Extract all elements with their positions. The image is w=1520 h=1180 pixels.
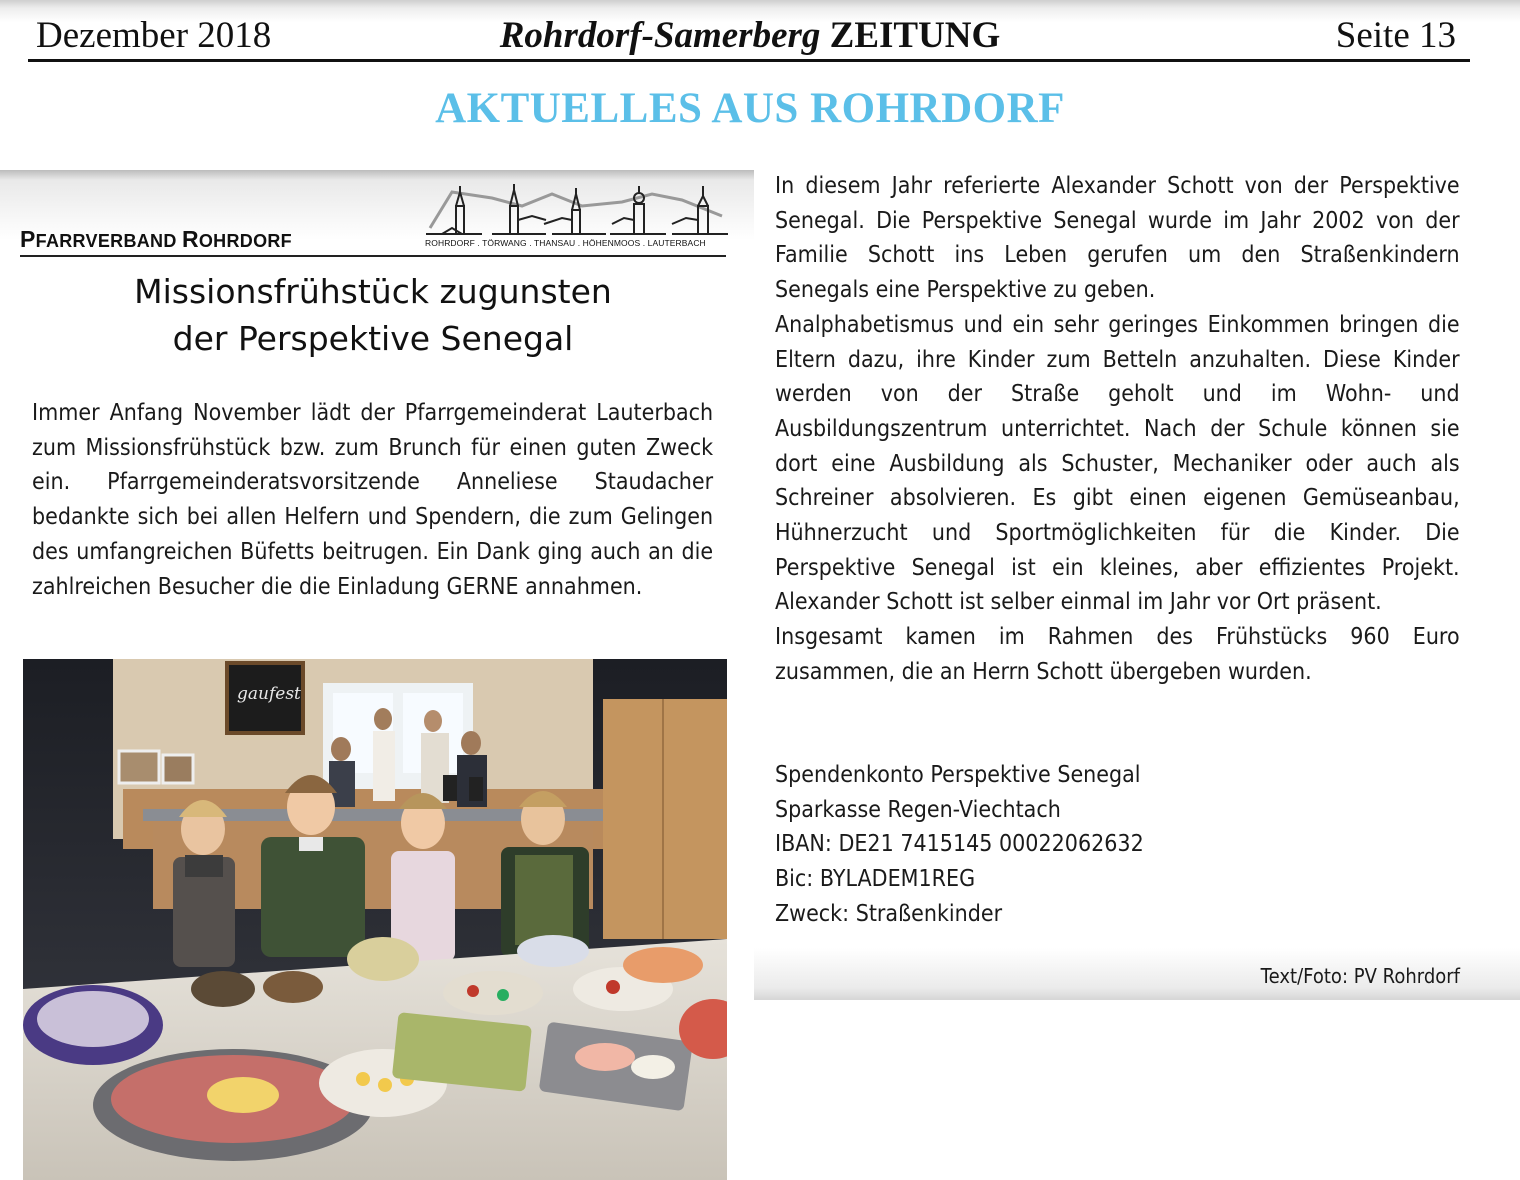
intro-paragraph: Immer Anfang November lädt der Pfarrgemeinderat Lauterbach zum Missionsfrühstück bzw. zum Brunch für einen guten Zweck ein. Pfarrgemeinderatsvorsitzende Anneliese Staudacher bedankte sich bei allen Helfern und Spendern, die zum Gelingen des umfangreichen Büfetts beitrugen. Ein Dank ging auch an die zahlreichen Besucher die die Einladung GERNE annahmen.: [32, 398, 714, 600]
photo-credit: Text/Foto: PV Rohrdorf: [1260, 964, 1460, 988]
article-headline: [20, 268, 726, 362]
headline-line-1: Missionsfrühstück zugunsten: [134, 272, 612, 311]
page-number: Seite 13: [1335, 15, 1456, 56]
buffet-photo: [23, 659, 727, 1180]
bank-line: Spendenkonto Perspektive Senegal: [775, 760, 1141, 788]
bic: Bic: BYLADEM1REG: [775, 864, 976, 893]
iban: IBAN: DE21 7415145 00022062632: [775, 829, 1144, 858]
issue-date: Dezember 2018: [36, 15, 272, 56]
bank-line: Sparkasse Regen-Viechtach: [775, 794, 1061, 823]
article-intro: [32, 395, 713, 603]
parish-name-initial: R: [181, 226, 199, 252]
article-body: [775, 168, 1460, 689]
parish-name-part: OHRDORF: [198, 231, 292, 251]
newspaper-title: [0, 14, 1500, 58]
purpose: Zweck: Straßenkinder: [775, 898, 1003, 927]
donation-account: [775, 757, 1144, 931]
newspaper-title-bold: ZEITUNG: [829, 15, 1001, 56]
body-paragraph: Analphabetismus und ein sehr geringes Einkommen bringen die Eltern dazu, ihre Kinder zum Betteln anzuhalten. Diese Kinder werden von der Straße geholt und im Wohn- und Ausbildungszentrum unterrichtet. Nach der Schule können sie dort eine Ausbildung als Schuster, Mechaniker oder auch als Schreiner absolvieren. Es gibt einen eigenen Gemüseanbau, Hühnerzucht und Sportmöglichkeiten für die Kinder. Die Perspektive Senegal ist ein kleines, aber effizientes Projekt. Alexander Schott ist selber einmal im Jahr vor Ort präsent.: [775, 309, 1460, 616]
body-paragraph: Insgesamt kamen im Rahmen des Frühstücks 960 Euro zusammen, die an Herrn Schott übergeben wurden.: [775, 622, 1460, 685]
section-title: AKTUELLES AUS ROHRDORF: [435, 85, 1065, 132]
body-paragraph: In diesem Jahr referierte Alexander Schott von der Perspektive Senegal. Die Perspektive Senegal wurde im Jahr 2002 von der Familie Schott ins Leben gerufen um den Straßenkindern Senegals eine Perspektive zu geben.: [775, 171, 1460, 304]
parish-rule: [20, 255, 726, 257]
parish-villages: ROHRDORF . TÖRWANG . THANSAU . HÖHENMOOS . LAUTERBACH: [425, 238, 706, 248]
newspaper-title-italic: Rohrdorf-Samerberg: [499, 15, 821, 56]
parish-name-initial: P: [20, 226, 36, 252]
masthead-rule: [28, 59, 1470, 62]
parish-name-part: FARRVERBAND: [35, 231, 182, 251]
chalkboard-text: gaufest: [237, 684, 301, 704]
parish-name: [20, 226, 292, 253]
headline-line-2: der Perspektive Senegal: [172, 319, 574, 358]
